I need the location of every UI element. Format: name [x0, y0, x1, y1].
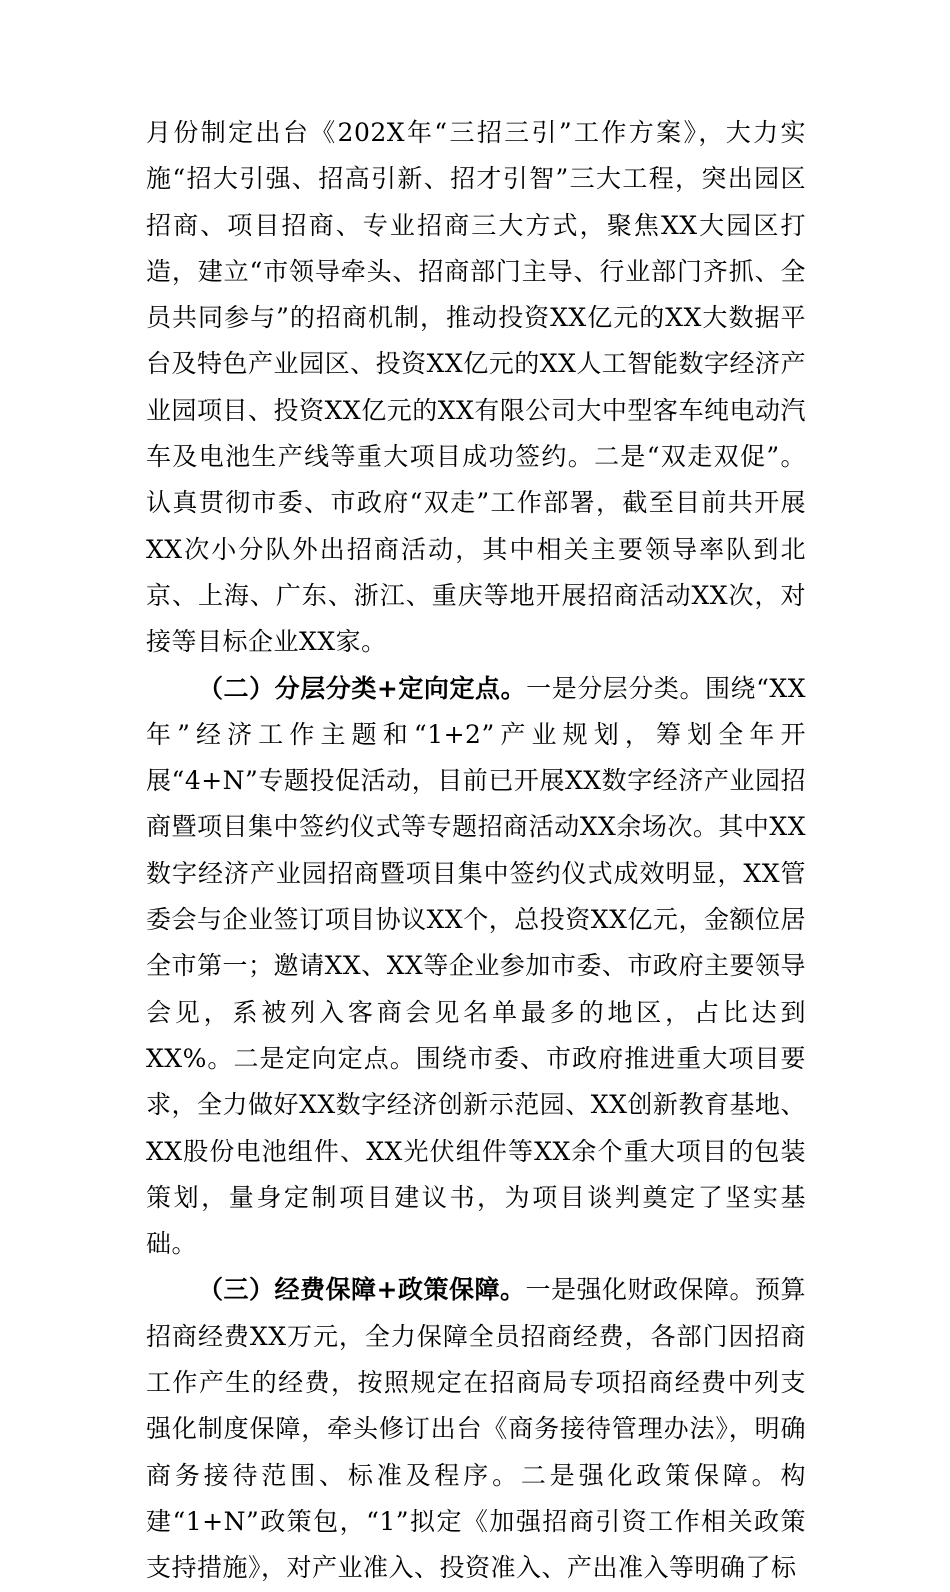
body-text — [146, 110, 806, 1592]
paragraph-1 — [146, 110, 806, 666]
paragraph-3 — [146, 1267, 806, 1591]
paragraph-1-body: 月份制定出台《202X年“三招三引”工作方案》，大力实施“招大引强、招高引新、招才引智”三大工程，突出园区招商、项目招商、专业招商三大方式，聚焦XX大园区打造，建立“市领导牵头、招商部门主导、行业部门齐抓、全员共同参与”的招商机制，推动投资XX亿元的XX大数据平台及特色产业园区、投资XX亿元的XX人工智能数字经济产业园项目、投资XX亿元的XX有限公司大中型客车纯电动汽车及电池生产线等重大项目成功签约。二是“双走双促”。认真贯彻市委、市政府“双走”工作部署，截至目前共开展XX次小分队外出招商活动，其中相关主要领导率队到北京、上海、广东、浙江、重庆等地开展招商活动XX次，对接等目标企业XX家。 — [146, 118, 806, 657]
paragraph-2-heading: （二）分层分类+定向定点。 — [198, 673, 527, 703]
paragraph-3-heading: （三）经费保障+政策保障。 — [198, 1275, 526, 1305]
paragraph-2 — [146, 666, 806, 1268]
paragraph-2-body: 一是分层分类。围绕“XX年”经济工作主题和“1+2”产业规划，筹划全年开展“4+N”专题投促活动，目前已开展XX数字经济产业园招商暨项目集中签约仪式等专题招商活动XX余场次。其中XX数字经济产业园招商暨项目集中签约仪式成效明显，XX管委会与企业签订项目协议XX个，总投资XX亿元，金额位居全市第一；邀请XX、XX等企业参加市委、市政府主要领导会见，系被列入客商会见名单最多的地区，占比达到XX%。二是定向定点。围绕市委、市政府推进重大项目要求，全力做好XX数字经济创新示范园、XX创新教育基地、XX股份电池组件、XX光伏组件等XX余个重大项目的包装策划，量身定制项目建议书，为项目谈判奠定了坚实基础。 — [146, 673, 806, 1259]
paragraph-3-body: 一是强化财政保障。预算招商经费XX万元，全力保障全员招商经费，各部门因招商工作产生的经费，按照规定在招商局专项招商经费中列支强化制度保障，牵头修订出台《商务接待管理办法》，明确商务接待范围、标准及程序。二是强化政策保障。构建“1+N”政策包，“1”拟定《加强招商引资工作相关政策支持措施》，对产业准入、投资准入、产出准入等明确了标 — [146, 1275, 806, 1583]
